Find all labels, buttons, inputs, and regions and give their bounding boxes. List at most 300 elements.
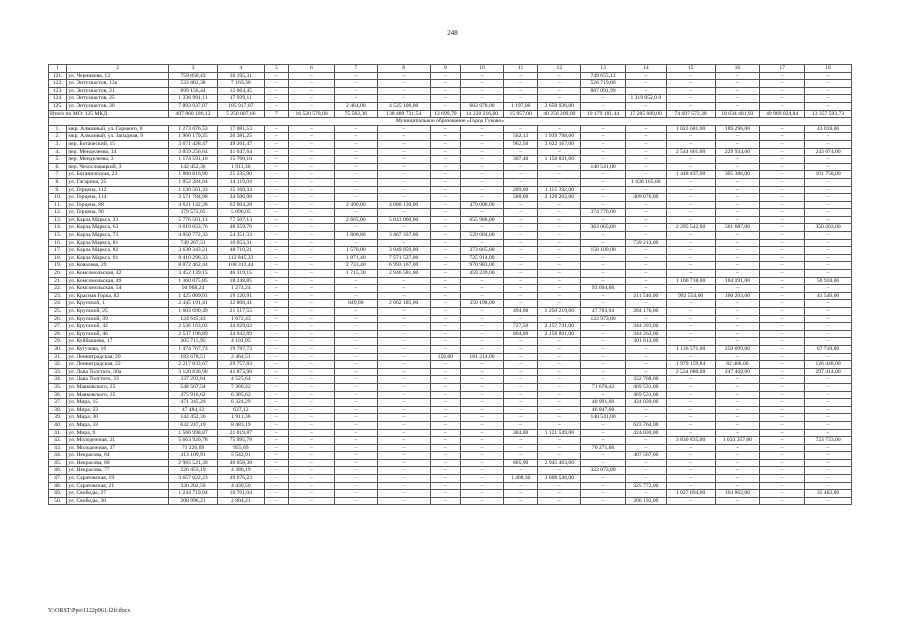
table-cell: – [581, 133, 626, 141]
table-cell: мкр. Алмазный, ул. Западная, 9 [67, 133, 169, 141]
table-cell: – [625, 232, 666, 240]
table-cell: – [289, 459, 335, 467]
table-cell: – [581, 353, 626, 361]
table-cell: – [805, 102, 852, 110]
table-cell: 424 030,00 [625, 399, 666, 407]
table-cell: ул. Некрасова, 68 [67, 459, 169, 467]
table-cell: 1 [49, 65, 67, 73]
table-cell: – [503, 262, 538, 270]
table-cell: – [430, 216, 461, 224]
table-cell: 548 567,54 [169, 383, 218, 391]
table-cell: – [625, 186, 666, 194]
table-cell: – [264, 338, 288, 346]
table-cell: – [264, 459, 288, 467]
table-cell: 14 119,04 [217, 178, 264, 186]
table-cell: ул. Свободы, 27 [67, 490, 169, 498]
table-cell: 16. [49, 239, 67, 247]
table-cell: – [461, 399, 504, 407]
table-row [49, 80, 852, 88]
table-cell: 887 091,99 [581, 87, 626, 95]
table-row [49, 102, 852, 110]
table-row [49, 353, 852, 361]
table-cell: – [289, 330, 335, 338]
table-cell: 350 203,00 [805, 224, 852, 232]
table-cell: – [760, 87, 805, 95]
table-cell: ул. Карла Маркса, 81 [67, 239, 169, 247]
table-cell: – [760, 125, 805, 133]
table-cell: – [289, 125, 335, 133]
table-cell: 3 619 053,76 [169, 224, 218, 232]
table-cell: 7 163,38 [217, 80, 264, 88]
table-cell: – [430, 338, 461, 346]
table-cell: – [334, 467, 377, 475]
table-cell: – [461, 156, 504, 164]
table-cell: – [625, 285, 666, 293]
table-row [49, 475, 852, 483]
table-cell: 62 004,28 [217, 201, 264, 209]
table-cell: 970 983,00 [461, 262, 504, 270]
table-cell: – [666, 429, 715, 437]
table-cell: 43. [49, 444, 67, 452]
table-cell: – [715, 95, 760, 103]
table-cell: – [715, 232, 760, 240]
table-cell: 12 699,70 [430, 110, 461, 118]
table-cell: ул. Герцена, 88 [67, 201, 169, 209]
table-cell: – [715, 391, 760, 399]
table-row [49, 292, 852, 300]
table-cell: – [264, 315, 288, 323]
table-cell: 17 081,53 [217, 125, 264, 133]
table-cell: пер. Ботаческий, 15 [67, 140, 169, 148]
table-cell: – [666, 300, 715, 308]
table-cell: 1 274,24 [217, 285, 264, 293]
table-cell: – [264, 216, 288, 224]
table-cell: 2 945 463,00 [538, 459, 581, 467]
table-cell: – [538, 209, 581, 217]
table-cell: – [760, 437, 805, 445]
table-cell: ул. Свободы, 30 [67, 497, 169, 505]
table-cell: – [430, 224, 461, 232]
table-cell: 2 544 601,00 [666, 148, 715, 156]
table-cell: – [538, 361, 581, 369]
table-row [49, 87, 852, 95]
table-cell: – [538, 224, 581, 232]
table-cell: – [666, 330, 715, 338]
table-cell: 211 546,00 [625, 292, 666, 300]
table-cell: – [503, 232, 538, 240]
table-cell: – [538, 437, 581, 445]
table-cell: 374 776,00 [581, 209, 626, 217]
table-cell: – [538, 353, 581, 361]
table-cell: 14 220 216,60 [461, 110, 504, 118]
table-cell: – [334, 414, 377, 422]
table-row [49, 216, 852, 224]
table-cell: – [289, 292, 335, 300]
table-cell: – [430, 201, 461, 209]
table-cell: – [503, 383, 538, 391]
table-cell: – [289, 300, 335, 308]
table-cell: – [666, 285, 715, 293]
table-cell: – [264, 209, 288, 217]
table-cell: – [581, 429, 626, 437]
table-cell: – [377, 171, 430, 179]
table-cell: 4 430,50 [217, 482, 264, 490]
table-cell: – [805, 482, 852, 490]
table-cell: 2 658 936,00 [538, 102, 581, 110]
table-cell: 805,90 [503, 459, 538, 467]
table-cell: 42. [49, 437, 67, 445]
table-cell: 8 [377, 65, 430, 73]
table-cell: ул. Крупской, 39 [67, 315, 169, 323]
table-cell: – [503, 125, 538, 133]
table-cell: – [377, 452, 430, 460]
table-cell: 1 033 357,00 [715, 437, 760, 445]
table-cell: 49 076,23 [217, 475, 264, 483]
table-cell: 35 462,00 [805, 490, 852, 498]
table-cell: – [461, 140, 504, 148]
table-row [49, 232, 852, 240]
table-cell: – [625, 133, 666, 141]
table-cell: – [377, 133, 430, 141]
table-cell: – [538, 338, 581, 346]
table-cell: 9. [49, 186, 67, 194]
table-cell: 105 917,07 [217, 102, 264, 110]
table-cell: – [715, 452, 760, 460]
table-cell: 48 710,21 [217, 247, 264, 255]
table-cell: ул. Комсомольская, 49 [67, 277, 169, 285]
table-cell: 158 109,00 [581, 247, 626, 255]
table-cell: – [377, 330, 430, 338]
table-cell: 1 566 998,87 [169, 429, 218, 437]
table-cell: – [377, 383, 430, 391]
table-cell: – [715, 338, 760, 346]
table-cell: ул. Комсомольская, 42 [67, 270, 169, 278]
table-cell: – [289, 148, 335, 156]
table-cell: – [805, 308, 852, 316]
table-cell: 2 217 833,67 [169, 361, 218, 369]
table-cell: – [805, 323, 852, 331]
table-cell: 9 [430, 65, 461, 73]
table-cell: – [503, 163, 538, 171]
table-cell: – [625, 72, 666, 80]
table-cell: – [334, 224, 377, 232]
table-cell: 75 995,78 [217, 437, 264, 445]
table-cell: – [805, 133, 852, 141]
table-cell: – [625, 201, 666, 209]
table-cell: – [503, 361, 538, 369]
table-cell: – [289, 87, 335, 95]
table-cell: 39. [49, 414, 67, 422]
table-cell: – [334, 163, 377, 171]
table-cell: – [625, 353, 666, 361]
table-cell: 3. [49, 140, 67, 148]
table-cell: – [503, 406, 538, 414]
table-cell: 54 351,33 [217, 232, 264, 240]
table-cell: Муниципальное образование «Город Гуково» [49, 118, 852, 126]
table-cell: 94 968,24 [169, 285, 218, 293]
table-cell: – [430, 156, 461, 164]
table-cell: мкр. Алмазный, ул. Горького, 8 [67, 125, 169, 133]
table-cell: – [581, 194, 626, 202]
table-cell: – [377, 292, 430, 300]
table-cell: – [538, 285, 581, 293]
table-cell: – [666, 399, 715, 407]
table-cell: 71 676,42 [581, 383, 626, 391]
table-cell: – [715, 87, 760, 95]
table-cell: – [377, 490, 430, 498]
table-cell: – [377, 125, 430, 133]
table-cell: – [760, 178, 805, 186]
table-cell: 494,00 [503, 308, 538, 316]
table-cell: 31. [49, 353, 67, 361]
table-cell: – [461, 186, 504, 194]
table-cell: – [666, 270, 715, 278]
table-row [49, 285, 852, 293]
table-cell: 75 582,36 [334, 110, 377, 118]
table-cell: – [805, 467, 852, 475]
table-cell: – [461, 178, 504, 186]
table-cell: 2 665,00 [334, 216, 377, 224]
table-cell: – [760, 133, 805, 141]
table-cell: – [805, 376, 852, 384]
table-row [49, 133, 852, 141]
table-cell: – [264, 140, 288, 148]
table-cell: – [461, 125, 504, 133]
table-cell: – [430, 330, 461, 338]
table-cell: – [503, 80, 538, 88]
table-cell: – [666, 201, 715, 209]
table-cell: 19 179 181,44 [581, 110, 626, 118]
table-cell: 16 701,04 [217, 490, 264, 498]
table-cell: – [805, 421, 852, 429]
table-cell: – [666, 467, 715, 475]
table-cell: 243 674,00 [805, 148, 852, 156]
table-cell: – [581, 156, 626, 164]
table-cell: – [581, 459, 626, 467]
table-cell: 18 [805, 65, 852, 73]
table-cell: 140 541,00 [581, 414, 626, 422]
table-cell: – [461, 497, 504, 505]
table-cell: – [503, 72, 538, 80]
table-cell: – [760, 95, 805, 103]
table-cell: ул. Крупской, 1 [67, 300, 169, 308]
table-cell: 17. [49, 247, 67, 255]
table-cell: – [760, 72, 805, 80]
table-cell: – [805, 300, 852, 308]
table-cell: – [715, 444, 760, 452]
table-cell: ул. Энтузиастов, 25 [67, 95, 169, 103]
table-cell: – [760, 232, 805, 240]
table-cell: 2 295 542,00 [666, 224, 715, 232]
table-cell: – [581, 186, 626, 194]
table-cell: – [289, 133, 335, 141]
table-cell: – [430, 292, 461, 300]
table-cell: – [805, 163, 852, 171]
table-cell: 6. [49, 163, 67, 171]
table-cell: 2 733,40 [334, 262, 377, 270]
table-cell: – [760, 444, 805, 452]
table-cell: – [289, 216, 335, 224]
table-cell: – [538, 414, 581, 422]
table-cell: – [289, 421, 335, 429]
table-cell: 4 380,19 [217, 467, 264, 475]
table-cell: – [334, 406, 377, 414]
table-cell: 749 267,31 [169, 239, 218, 247]
table-cell: 12 064,45 [217, 87, 264, 95]
table-cell: 562,13 [503, 133, 538, 141]
table-cell: 363 065,00 [581, 224, 626, 232]
table-cell: ул. Маяковского, 25 [67, 383, 169, 391]
table-cell: – [264, 80, 288, 88]
table-cell: – [430, 376, 461, 384]
table-cell: – [377, 345, 430, 353]
table-cell: ул. Некрасова, 77 [67, 467, 169, 475]
table-cell: – [377, 399, 430, 407]
table-cell: 29 757,83 [217, 361, 264, 369]
table-cell: – [289, 224, 335, 232]
table-cell: – [760, 194, 805, 202]
table-cell: – [264, 383, 288, 391]
table-cell: – [715, 247, 760, 255]
table-cell: – [377, 156, 430, 164]
table-cell: – [715, 201, 760, 209]
table-cell: – [581, 475, 626, 483]
table-cell: – [503, 247, 538, 255]
table-cell: – [666, 87, 715, 95]
table-cell: – [334, 368, 377, 376]
table-cell: – [377, 239, 430, 247]
table-cell: – [430, 194, 461, 202]
table-cell: – [461, 95, 504, 103]
table-cell: – [760, 338, 805, 346]
table-cell: 330 202,50 [169, 482, 218, 490]
table-cell: 10. [49, 194, 67, 202]
table-cell: – [430, 459, 461, 467]
table-cell: 16 520 578,00 [289, 110, 335, 118]
table-cell: – [461, 163, 504, 171]
table-cell: – [334, 87, 377, 95]
table-cell: – [760, 262, 805, 270]
table-cell: – [715, 156, 760, 164]
table-cell: – [289, 232, 335, 240]
table-cell: – [666, 186, 715, 194]
table-cell: – [430, 209, 461, 217]
table-cell: – [805, 399, 852, 407]
table-cell: – [264, 490, 288, 498]
table-cell: – [289, 391, 335, 399]
table-cell: 23. [49, 292, 67, 300]
table-cell: – [715, 459, 760, 467]
table-row [49, 140, 852, 148]
table-cell: – [289, 338, 335, 346]
table-cell: 2 [67, 65, 169, 73]
table-cell: – [289, 368, 335, 376]
table-cell: – [461, 444, 504, 452]
table-cell: – [264, 452, 288, 460]
table-cell: – [264, 95, 288, 103]
table-cell: – [334, 315, 377, 323]
table-cell: 29. [49, 338, 67, 346]
table-cell: – [377, 376, 430, 384]
table-cell: – [625, 163, 666, 171]
table-cell: – [430, 452, 461, 460]
table-cell: – [538, 444, 581, 452]
table-cell: – [581, 338, 626, 346]
table-cell: 471 345,29 [169, 399, 218, 407]
table-cell: – [289, 270, 335, 278]
table-cell: – [538, 490, 581, 498]
table-cell: – [625, 156, 666, 164]
table-cell: ул. Саратовская, 21 [67, 482, 169, 490]
table-cell: – [461, 437, 504, 445]
table-cell: – [430, 406, 461, 414]
table-cell: 46. [49, 467, 67, 475]
table-cell: 2 490,00 [334, 201, 377, 209]
table-cell: – [461, 323, 504, 331]
table-cell: 112 845,33 [217, 254, 264, 262]
table-cell: 142 452,36 [169, 163, 218, 171]
table-cell: 122. [49, 80, 67, 88]
table-cell: – [715, 140, 760, 148]
table-cell: – [715, 262, 760, 270]
table-cell: – [760, 80, 805, 88]
table-cell: – [666, 247, 715, 255]
table-cell: 2. [49, 133, 67, 141]
table-cell: – [461, 414, 504, 422]
table-cell: ул. Гагарина, 25 [67, 178, 169, 186]
table-row [49, 277, 852, 285]
table-cell: 142 452,36 [169, 414, 218, 422]
table-cell: – [805, 209, 852, 217]
table-cell: – [430, 391, 461, 399]
table-cell: 43 018,00 [805, 125, 852, 133]
table-cell: – [430, 262, 461, 270]
table-cell: – [503, 490, 538, 498]
table-cell: 3 671 428,47 [169, 140, 218, 148]
table-cell: – [377, 315, 430, 323]
table-cell: 35. [49, 383, 67, 391]
section-title-row [49, 118, 852, 126]
table-cell: 749 655,12 [581, 72, 626, 80]
table-cell: ул. Кутузова, 16 [67, 345, 169, 353]
table-cell: – [715, 475, 760, 483]
table-cell: – [805, 254, 852, 262]
table-cell: – [334, 171, 377, 179]
table-cell: ул. Маяковского, 35 [67, 391, 169, 399]
table-cell: – [625, 361, 666, 369]
table-cell: – [289, 444, 335, 452]
table-cell: – [666, 102, 715, 110]
table-cell: – [264, 262, 288, 270]
table-cell: 27. [49, 323, 67, 331]
table-cell: – [430, 497, 461, 505]
table-cell: 14 [625, 65, 666, 73]
table-cell: – [715, 178, 760, 186]
table-cell: – [666, 80, 715, 88]
table-cell: – [715, 216, 760, 224]
table-cell: – [334, 482, 377, 490]
table-cell: – [666, 338, 715, 346]
table-cell: 124 645,43 [169, 315, 218, 323]
table-cell: 28. [49, 330, 67, 338]
table-cell: 15 [666, 65, 715, 73]
table-cell: – [538, 163, 581, 171]
table-cell: – [805, 140, 852, 148]
table-row [49, 171, 852, 179]
table-row [49, 156, 852, 164]
table-cell: – [805, 338, 852, 346]
table-cell: – [264, 285, 288, 293]
